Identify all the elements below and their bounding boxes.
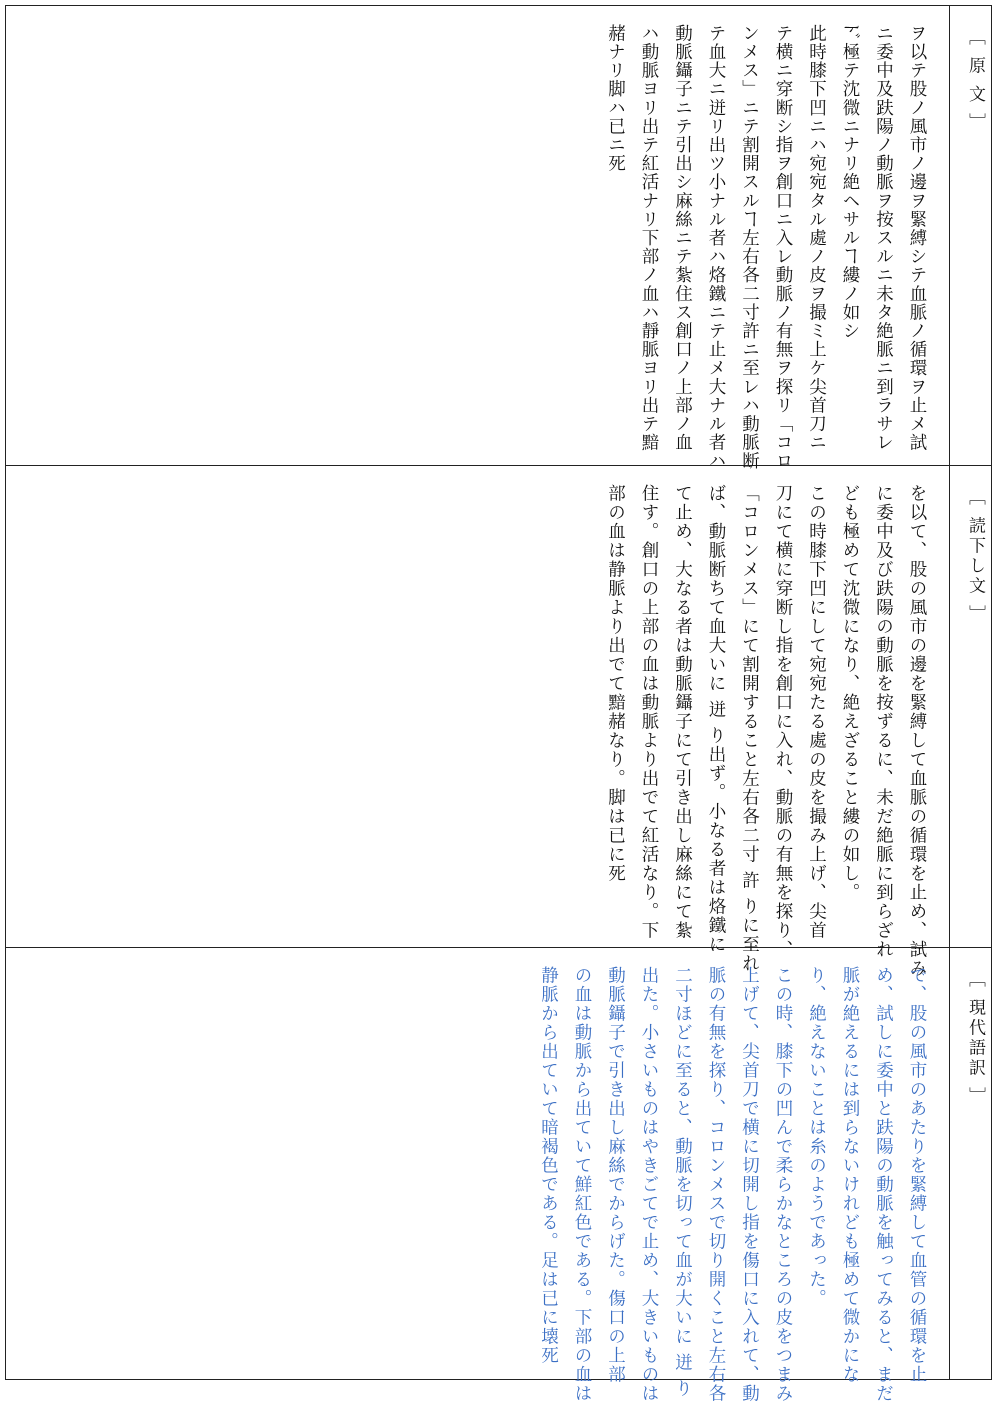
section-label-column	[949, 466, 991, 947]
text-line: 此時膝下凹ニハ宛宛タル處ノ皮ヲ撮ミ上ケ尖首刀ニ	[806, 24, 827, 452]
text-line: この時膝下凹にして宛宛たる處の皮を撮み上げ、尖首	[806, 484, 827, 940]
text-line: 上げて、尖首刀で横に切開し指を傷口に入れて、動	[739, 966, 760, 1403]
text-line: 動脈鑷子で引き出し麻絲でからげた。傷口の上部	[605, 966, 626, 1384]
section-label-original: ［ 原 文 ］	[965, 28, 985, 134]
section-label-column	[949, 6, 991, 465]
text-line: て止め、大なる者は動脈鑷子にて引き出し麻絲にて紮	[672, 484, 693, 940]
text-line: 刀にて横に穿断し指を創口に入れ、動脈の有無を探り、	[773, 484, 793, 959]
text-line: ども極めて沈微になり、絶えざること縷の如し。	[840, 484, 860, 902]
text-line: 動脈鑷子ニテ引出シ麻絲ニテ紮住ス創口ノ上部ノ血	[672, 24, 693, 452]
reading-text-section	[6, 466, 991, 978]
section-label-modern: ［ 現代語訳 ］	[965, 970, 985, 1107]
original-text-section	[6, 6, 991, 471]
modern-translation-section	[6, 948, 991, 1403]
text-line: 静脈から出ていて暗褐色である。足は已に壊死	[538, 966, 559, 1365]
text-line: ﾄﾞ極テ沈微ニナリ絶ヘサルヿ縷ノ如シ	[840, 24, 860, 341]
text-line: を以て、股の風市の邊を緊縛して血脈の循環を止め、試み	[907, 484, 927, 978]
modern-translation-body	[531, 966, 933, 1403]
text-line: ヲ以テ股ノ風市ノ邊ヲ緊縛シテ血脈ノ循環ヲ止メ試	[907, 24, 927, 452]
text-line: 脈の有無を探り、コロンメスで切り開くこと左右各	[706, 966, 726, 1403]
text-line: テ横ニ穿断シ指ヲ創口ニ入レ動脈ノ有無ヲ探リ「コロ	[773, 24, 793, 471]
text-line: ハ動脈ヨリ出テ紅活ナリ下部ノ血ハ靜脈ヨリ出テ黯	[639, 24, 659, 452]
text-line: この時、膝下の凹んで柔らかなところの皮をつまみ	[773, 966, 793, 1403]
text-line: 二寸ほどに至ると、動脈を切って血が大いに 迸 り	[672, 966, 693, 1399]
text-line: 赭ナリ脚ハ已ニ死	[605, 24, 626, 173]
text-line: 出た。小さいものはやきごてで止め、大きいものは	[639, 966, 659, 1403]
text-line: 住す。創口の上部の血は動脈より出でて紅活なり。下	[639, 484, 659, 940]
text-line: め、試しに委中と趺陽の動脈を触ってみると、まだ	[873, 966, 894, 1403]
document-sheet	[5, 5, 992, 1403]
text-line: り、絶えないことは糸のようであった。	[806, 966, 827, 1308]
text-line: の血は動脈から出ていて鮮紅色である。下部の血は	[572, 966, 592, 1403]
section-label-column	[949, 948, 991, 1379]
original-text-body	[598, 24, 933, 470]
text-line: に委中及び趺陽の動脈を按ずるに、未だ絶脈に到らざれ	[873, 484, 894, 959]
text-line: で、股の風市のあたりを緊縛して血管の循環を止	[907, 966, 927, 1384]
text-line: 脈が絶えるには到らないけれども極めて微かにな	[840, 966, 860, 1384]
text-line: テ血大ニ迸リ出ツ小ナル者ハ烙鐵ニテ止メ大ナル者ハ	[706, 24, 726, 471]
reading-text-body	[598, 484, 933, 978]
text-line: ニ委中及趺陽ノ動脈ヲ按スルニ未タ絶脈ニ到ラサレ	[873, 24, 894, 452]
text-line: 「コロンメス」にて割開すること左右各二寸 許 りに至れ	[739, 484, 760, 974]
section-label-reading: ［ 読下し文 ］	[965, 488, 985, 625]
text-line: ンメス」ニテ割開スルヿ左右各二寸許ニ至レハ動脈断	[739, 24, 760, 471]
text-line: 部の血は静脈より出でて黯赭なり。脚は已に死	[605, 484, 626, 883]
text-line: ば、動脈断ちて血大いに 迸 り出ず。小なる者は烙鐵に	[706, 484, 726, 955]
